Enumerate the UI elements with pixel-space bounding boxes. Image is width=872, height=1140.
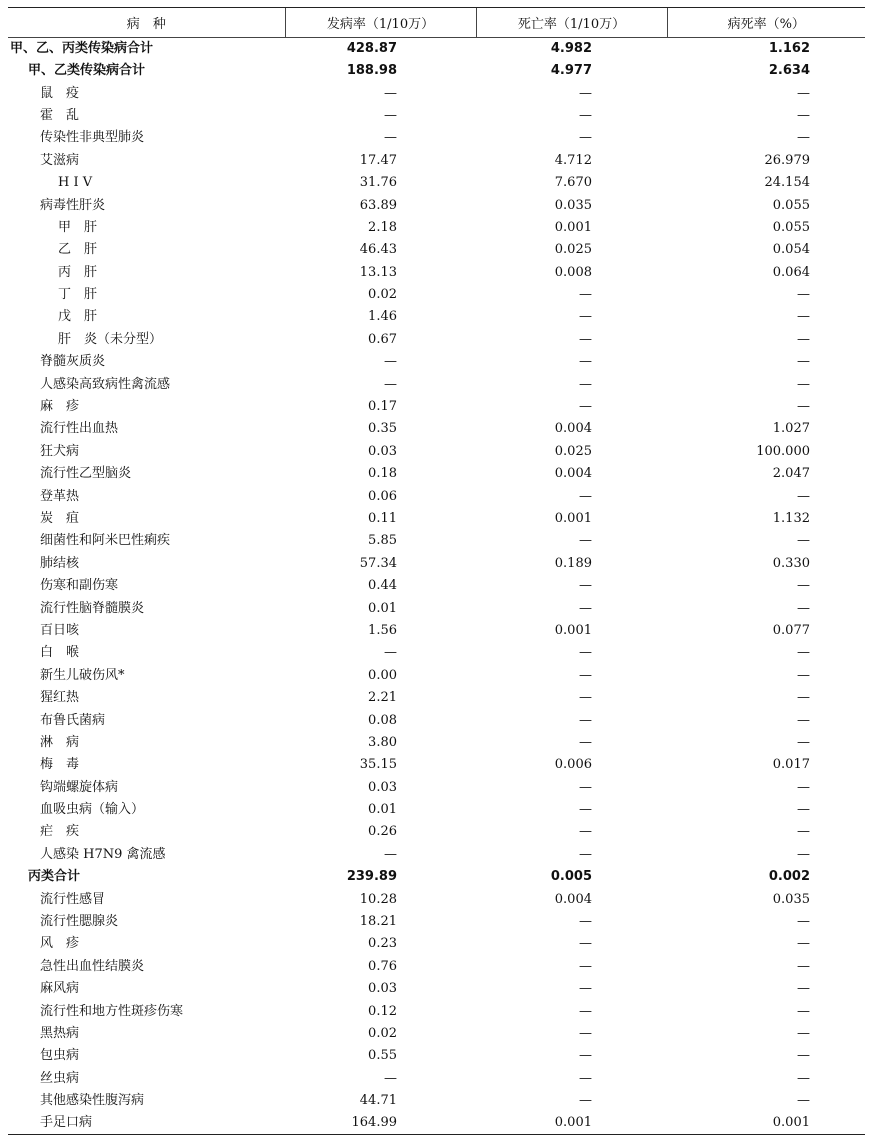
disease-name-cell: 肺结核 [40, 555, 80, 571]
fatality-cell: — [797, 779, 810, 795]
mortality-cell: — [579, 287, 592, 303]
disease-name-cell: 麻风病 [40, 981, 80, 997]
fatality-cell: 0.055 [772, 197, 810, 213]
fatality-cell: — [797, 712, 810, 728]
disease-name-cell: 疟 疾 [40, 824, 80, 840]
incidence-cell: 1.56 [368, 622, 397, 638]
incidence-cell: 3.80 [368, 734, 397, 750]
mortality-cell: — [579, 376, 592, 392]
mortality-cell: — [579, 645, 592, 661]
disease-name-cell: 黑热病 [40, 1025, 80, 1041]
disease-name-cell: 其他感染性腹泻病 [40, 1093, 145, 1109]
incidence-cell: 2.21 [368, 690, 397, 706]
disease-name-cell: 肝 炎（未分型） [58, 331, 163, 347]
incidence-cell: 0.11 [368, 511, 397, 526]
incidence-cell: 0.02 [368, 287, 397, 303]
disease-name-cell: 梅 毒 [40, 757, 80, 773]
fatality-cell: — [797, 667, 810, 683]
mortality-cell: — [579, 1093, 592, 1109]
disease-name-cell: 登革热 [40, 488, 80, 504]
mortality-cell: 0.006 [554, 757, 592, 773]
fatality-cell: 0.330 [772, 555, 810, 571]
incidence-cell: 18.21 [359, 914, 397, 930]
fatality-cell: — [797, 600, 810, 616]
table-row [8, 978, 865, 1000]
incidence-cell: 0.01 [368, 802, 397, 818]
incidence-cell: 0.03 [368, 981, 397, 997]
disease-name-cell: 人感染 H7N9 禽流感 [40, 846, 166, 862]
fatality-cell: — [797, 936, 810, 952]
fatality-cell: 0.002 [768, 869, 810, 885]
mortality-cell: 7.670 [554, 175, 592, 191]
disease-name-cell: 丙 肝 [58, 264, 98, 280]
disease-name-cell: 猩红热 [40, 690, 80, 706]
fatality-cell: — [797, 1003, 810, 1019]
incidence-cell: 31.76 [359, 175, 397, 191]
disease-name-cell: 丝虫病 [40, 1070, 80, 1086]
incidence-cell: 0.06 [368, 488, 397, 504]
incidence-cell: 0.35 [368, 421, 397, 437]
table-row [8, 150, 865, 172]
header-mortality: 死亡率（1/10万） [476, 8, 667, 38]
disease-name-cell: 百日咳 [40, 622, 80, 638]
table-row [8, 844, 865, 866]
disease-name-cell: H I V [58, 175, 93, 191]
table-row [8, 60, 865, 82]
incidence-cell: 0.67 [368, 331, 397, 347]
table-row [8, 239, 865, 261]
disease-name-cell: 血吸虫病（输入） [40, 802, 145, 818]
table-row [8, 709, 865, 731]
table-row [8, 620, 865, 642]
table-row [8, 933, 865, 955]
disease-name-cell: 布鲁氏菌病 [40, 712, 106, 728]
mortality-cell: — [579, 824, 592, 840]
mortality-cell: — [579, 107, 592, 123]
incidence-cell: 0.17 [368, 399, 397, 415]
table-row [8, 508, 865, 530]
mortality-cell: — [579, 1003, 592, 1019]
table-row [8, 351, 865, 373]
mortality-cell: — [579, 488, 592, 504]
mortality-cell: 0.008 [554, 264, 592, 280]
table-row [8, 306, 865, 328]
fatality-cell: 0.055 [772, 219, 810, 235]
disease-name-cell: 甲、乙、丙类传染病合计 [10, 41, 154, 56]
mortality-cell: 0.189 [554, 555, 592, 571]
mortality-cell: 0.035 [554, 197, 592, 213]
fatality-cell: 24.154 [764, 175, 810, 191]
table-row [8, 597, 865, 619]
incidence-cell: 10.28 [359, 891, 397, 907]
disease-name-cell: 戊 肝 [58, 309, 98, 325]
incidence-cell: 0.00 [368, 667, 397, 683]
mortality-cell: — [579, 846, 592, 862]
incidence-cell: — [384, 107, 397, 123]
mortality-cell: — [579, 331, 592, 347]
mortality-cell: — [579, 309, 592, 325]
mortality-cell: — [579, 914, 592, 930]
incidence-cell: 0.26 [368, 824, 397, 840]
table-row [8, 821, 865, 843]
disease-name-cell: 伤寒和副伤寒 [40, 578, 119, 594]
incidence-cell: — [384, 846, 397, 862]
incidence-cell: 13.13 [359, 264, 397, 280]
fatality-cell: 0.001 [667, 1112, 865, 1135]
incidence-cell: 2.18 [368, 219, 397, 235]
fatality-cell: — [797, 734, 810, 750]
disease-name-cell: 细菌性和阿米巴性痢疾 [40, 533, 171, 549]
incidence-cell: 35.15 [359, 757, 397, 773]
mortality-cell: — [579, 734, 592, 750]
table-row [8, 329, 865, 351]
header-incidence: 发病率（1/10万） [285, 8, 476, 38]
table-row [8, 687, 865, 709]
disease-name-cell: 人感染高致病性禽流感 [40, 376, 171, 392]
incidence-cell: 0.55 [368, 1048, 397, 1064]
fatality-cell: — [797, 1070, 810, 1086]
fatality-cell: — [797, 376, 810, 392]
fatality-cell: 1.132 [772, 511, 810, 526]
incidence-cell: 46.43 [359, 242, 397, 258]
fatality-cell: — [797, 645, 810, 661]
table-row [8, 732, 865, 754]
mortality-cell: — [579, 600, 592, 616]
table-row [8, 530, 865, 552]
disease-name-cell: 手足口病 [8, 1112, 285, 1135]
mortality-cell: 4.712 [554, 152, 592, 168]
fatality-cell: — [797, 981, 810, 997]
incidence-cell: — [384, 1070, 397, 1086]
mortality-cell: — [579, 578, 592, 594]
table-row [8, 1068, 865, 1090]
mortality-cell: — [579, 712, 592, 728]
incidence-cell: — [384, 376, 397, 392]
table-row [8, 217, 865, 239]
incidence-cell: 0.03 [368, 779, 397, 795]
table-row [8, 575, 865, 597]
table-row [8, 866, 865, 888]
incidence-cell: 164.99 [285, 1112, 476, 1135]
fatality-cell: 2.047 [772, 466, 810, 482]
mortality-cell: 0.005 [550, 869, 592, 885]
disease-name-cell: 甲 肝 [58, 219, 98, 235]
table-row [8, 553, 865, 575]
table-row [8, 127, 865, 149]
disease-name-cell: 白 喉 [40, 645, 80, 661]
incidence-cell: 0.01 [368, 600, 397, 616]
incidence-cell: 0.44 [368, 578, 397, 594]
mortality-cell: 0.004 [554, 466, 592, 482]
table-row [8, 38, 865, 61]
table-row [8, 485, 865, 507]
fatality-cell: — [797, 488, 810, 504]
table-row [8, 82, 865, 104]
table-row [8, 1112, 865, 1135]
disease-name-cell: 丁 肝 [58, 287, 98, 303]
disease-name-cell: 鼠 疫 [40, 85, 80, 101]
incidence-cell: 17.47 [359, 152, 397, 168]
incidence-cell: 0.08 [368, 712, 397, 728]
fatality-cell: — [797, 690, 810, 706]
fatality-cell: 0.077 [772, 622, 810, 638]
incidence-cell: 5.85 [368, 533, 397, 549]
incidence-cell: 0.23 [368, 936, 397, 952]
table-row [8, 777, 865, 799]
disease-name-cell: 霍 乱 [40, 107, 80, 123]
disease-name-cell: 艾滋病 [40, 152, 80, 168]
incidence-cell: 0.12 [368, 1003, 397, 1019]
fatality-cell: — [797, 846, 810, 862]
table-row [8, 105, 865, 127]
incidence-cell: 0.02 [368, 1025, 397, 1041]
incidence-cell: — [384, 354, 397, 370]
incidence-cell: 0.18 [368, 466, 397, 482]
mortality-cell: — [579, 85, 592, 101]
fatality-cell: 1.027 [772, 421, 810, 437]
incidence-cell: 188.98 [346, 63, 397, 79]
disease-name-cell: 流行性和地方性斑疹伤寒 [40, 1003, 184, 1019]
disease-name-cell: 急性出血性结膜炎 [40, 958, 145, 974]
fatality-cell: — [797, 578, 810, 594]
disease-name-cell: 麻 疹 [40, 399, 80, 415]
fatality-cell: 0.054 [772, 242, 810, 258]
mortality-cell: 0.004 [554, 421, 592, 437]
mortality-cell: — [579, 533, 592, 549]
table-row [8, 194, 865, 216]
disease-name-cell: 流行性脑脊髓膜炎 [40, 600, 145, 616]
fatality-cell: — [797, 309, 810, 325]
incidence-cell: 239.89 [346, 869, 397, 885]
disease-name-cell: 流行性腮腺炎 [40, 914, 119, 930]
table-row [8, 799, 865, 821]
incidence-cell: 428.87 [346, 41, 397, 56]
mortality-cell: — [579, 802, 592, 818]
disease-name-cell: 包虫病 [40, 1048, 80, 1064]
fatality-cell: — [797, 958, 810, 974]
table-row [8, 956, 865, 978]
fatality-cell: — [797, 107, 810, 123]
mortality-cell: — [579, 779, 592, 795]
table-row [8, 262, 865, 284]
mortality-cell: — [579, 1025, 592, 1041]
incidence-cell: 1.46 [368, 309, 397, 325]
disease-name-cell: 狂犬病 [40, 443, 80, 459]
table-row [8, 373, 865, 395]
mortality-cell: — [579, 690, 592, 706]
mortality-cell: — [579, 936, 592, 952]
table-row [8, 396, 865, 418]
fatality-cell: — [797, 354, 810, 370]
fatality-cell: 100.000 [756, 443, 810, 459]
mortality-cell: 0.025 [554, 443, 592, 459]
table-row [8, 754, 865, 776]
disease-name-cell: 风 疹 [40, 936, 80, 952]
table-row [8, 1023, 865, 1045]
mortality-cell: 0.001 [476, 1112, 667, 1135]
fatality-cell: 26.979 [764, 152, 810, 168]
disease-name-cell: 流行性感冒 [40, 891, 106, 907]
fatality-cell: 0.064 [772, 264, 810, 280]
disease-name-cell: 脊髓灰质炎 [40, 354, 106, 370]
mortality-cell: 0.001 [554, 622, 592, 638]
mortality-cell: — [579, 1070, 592, 1086]
fatality-cell: — [797, 399, 810, 415]
disease-name-cell: 病毒性肝炎 [40, 197, 106, 213]
fatality-cell: — [797, 331, 810, 347]
disease-name-cell: 新生儿破伤风* [40, 667, 125, 683]
disease-name-cell: 淋 病 [40, 734, 80, 750]
fatality-cell: — [797, 130, 810, 146]
table-row [8, 888, 865, 910]
mortality-cell: 4.982 [550, 41, 592, 56]
disease-name-cell: 流行性乙型脑炎 [40, 466, 132, 482]
fatality-cell: 0.017 [772, 757, 810, 773]
fatality-cell: — [797, 824, 810, 840]
table-row [8, 284, 865, 306]
disease-name-cell: 甲、乙类传染病合计 [28, 63, 146, 79]
disease-name-cell: 传染性非典型肺炎 [40, 130, 145, 146]
mortality-cell: 0.025 [554, 242, 592, 258]
mortality-cell: — [579, 399, 592, 415]
incidence-cell: 0.03 [368, 443, 397, 459]
disease-name-cell: 流行性出血热 [40, 421, 119, 437]
fatality-cell: 1.162 [768, 41, 810, 56]
disease-name-cell: 钩端螺旋体病 [40, 779, 119, 795]
incidence-cell: 0.76 [368, 958, 397, 974]
table-header [8, 8, 865, 38]
table-row [8, 172, 865, 194]
table-row [8, 441, 865, 463]
mortality-cell: — [579, 667, 592, 683]
fatality-cell: — [797, 1025, 810, 1041]
fatality-cell: — [797, 802, 810, 818]
mortality-cell: 0.001 [554, 511, 592, 526]
table-row [8, 418, 865, 440]
mortality-cell: 0.004 [554, 891, 592, 907]
table-row [8, 1000, 865, 1022]
table-row [8, 911, 865, 933]
disease-name-cell: 炭 疽 [40, 511, 80, 526]
fatality-cell: — [797, 1093, 810, 1109]
mortality-cell: — [579, 130, 592, 146]
disease-rates-table [8, 7, 865, 1135]
header-fatality: 病死率（%） [667, 8, 865, 38]
fatality-cell: — [797, 914, 810, 930]
table-row [8, 1090, 865, 1112]
fatality-cell: — [797, 287, 810, 303]
mortality-cell: — [579, 981, 592, 997]
fatality-cell: 0.035 [772, 891, 810, 907]
mortality-cell: 4.977 [550, 63, 592, 79]
fatality-cell: — [797, 533, 810, 549]
incidence-cell: 44.71 [359, 1093, 397, 1109]
table-row [8, 642, 865, 664]
header-row [8, 8, 865, 38]
incidence-cell: — [384, 645, 397, 661]
table-row [8, 665, 865, 687]
disease-name-cell: 乙 肝 [58, 242, 98, 258]
table-body [8, 38, 865, 1135]
mortality-cell: — [579, 354, 592, 370]
fatality-cell: — [797, 85, 810, 101]
incidence-cell: — [384, 85, 397, 101]
incidence-cell: — [384, 130, 397, 146]
mortality-cell: 0.001 [554, 219, 592, 235]
incidence-cell: 57.34 [359, 555, 397, 571]
incidence-cell: 63.89 [359, 197, 397, 213]
mortality-cell: — [579, 958, 592, 974]
fatality-cell: 2.634 [768, 63, 810, 79]
table-row [8, 1045, 865, 1067]
mortality-cell: — [579, 1048, 592, 1064]
table-row [8, 463, 865, 485]
fatality-cell: — [797, 1048, 810, 1064]
header-disease: 病 种 [8, 8, 285, 38]
disease-name-cell: 丙类合计 [28, 869, 81, 885]
